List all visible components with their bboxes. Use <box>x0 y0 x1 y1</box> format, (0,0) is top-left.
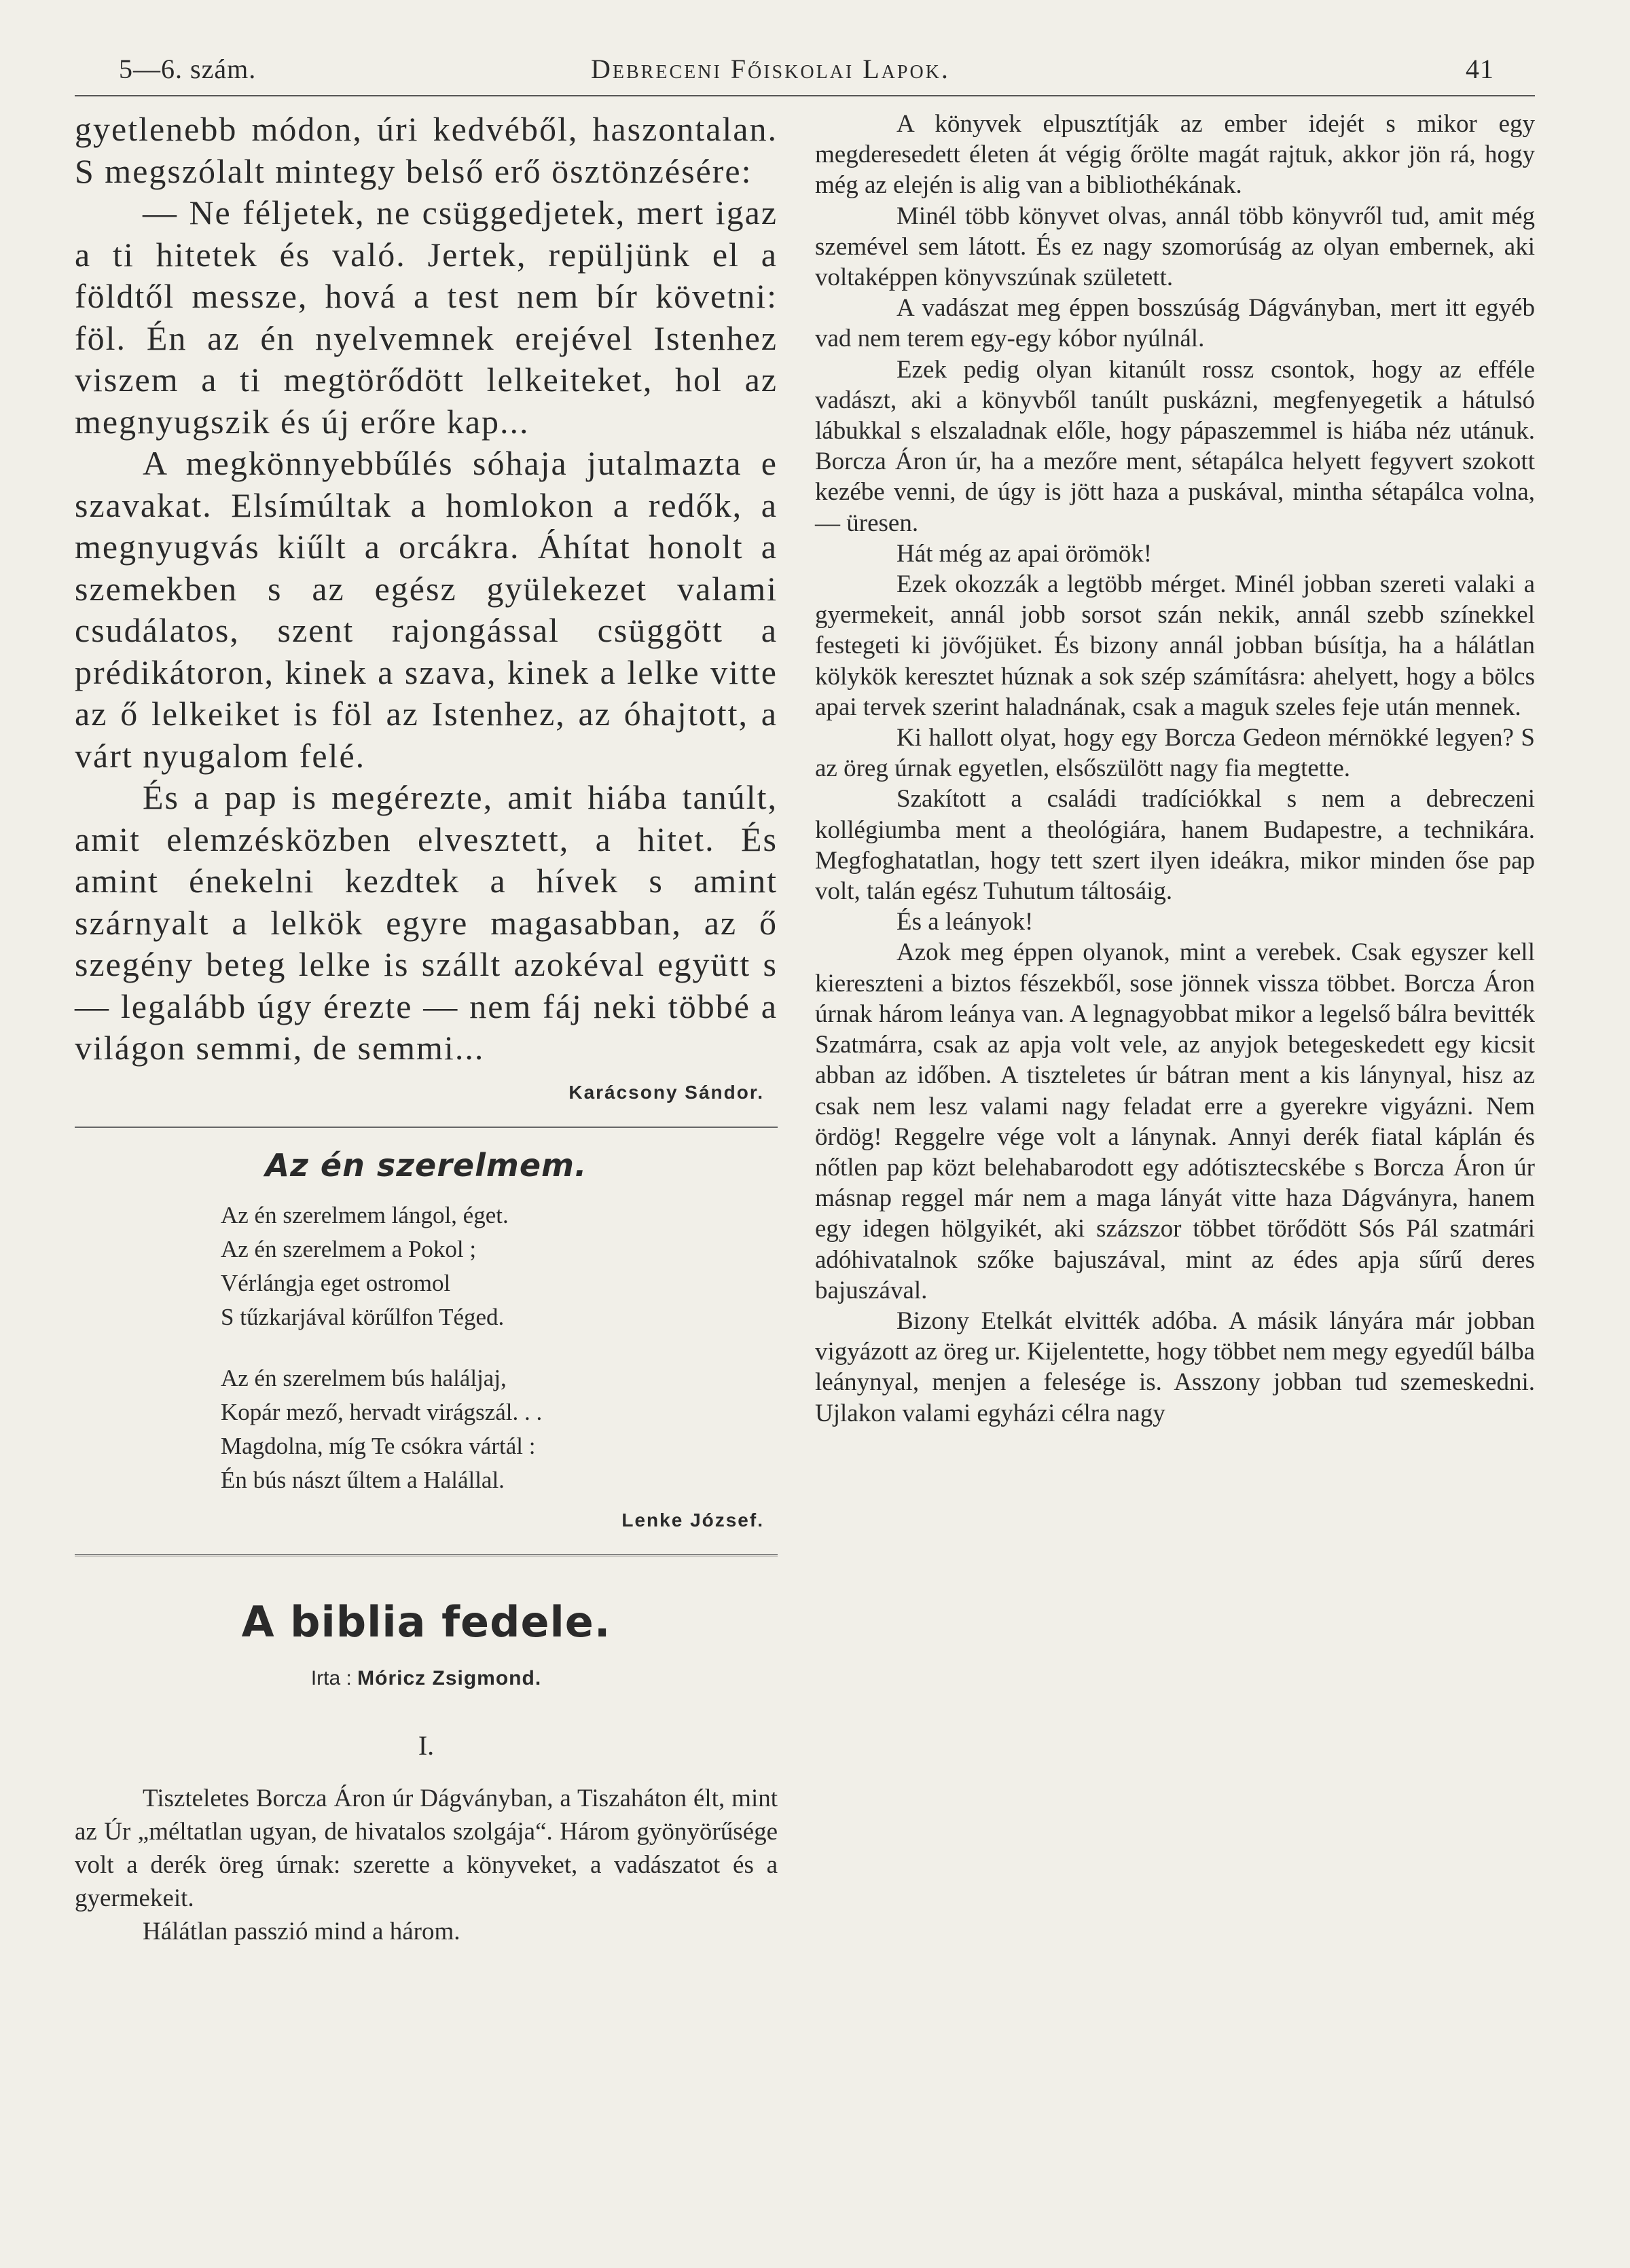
section-divider <box>75 1554 778 1556</box>
story-paragraph: Ezek okozzák a legtöbb mérget. Minél jobban szereti valaki a gyermekeit, annál jobb sorsot szán nekik, annál szebb színekkel festegeti ki jövőjüket. És bizony annál jobban búsítja, ha a hálátlan kölykök keresztet húznak a sok szép számításra: ahelyett, hogy a bölcs apai tervek szerint haladnának, csak a maguk szeles feje után mennek. <box>815 570 1535 721</box>
story-paragraph: Ki hallott olyat, hogy egy Borcza Gedeon mérnökké legyen? S az öreg úrnak egyetlen, elsőszülött nagy fia megtette. <box>815 724 1535 783</box>
poem-line: Magdolna, míg Te csókra vártál : <box>221 1432 536 1459</box>
story-paragraph: Szakított a családi tradíciókkal s nem a debreczeni kollégiumba ment a theológiára, hanem Budapestre, a technikára. Megfoghatatlan, hogy tett szert ilyen ideákra, mikor minden őse pap volt, talán egész Tuhutum táltosáig. <box>815 785 1535 906</box>
left-column <box>75 109 778 1948</box>
issue-number: 5—6. szám. <box>119 54 257 84</box>
poem-line: S tűzkarjával körűlfon Téged. <box>221 1303 505 1330</box>
sermon-paragraph: És a pap is megérezte, amit hiába tanúlt, amit elemzésközben elvesztett, a hitet. És amint énekelni kezdtek a hívek s amint szárnyalt a lelkök egyre magasabban, az ő szegény beteg lelke is szállt azokéval együtt s — legalább úgy érezte — nem fáj neki többé a világon semmi, de semmi... <box>75 778 778 1067</box>
poem-line: Vérlángja eget ostromol <box>221 1269 451 1296</box>
sermon-paragraph: gyetlenebb módon, úri kedvéből, haszontalan. S megszólalt mintegy belső erő ösztönzésére: <box>75 110 778 190</box>
byline-author: Móricz Zsigmond. <box>357 1666 542 1689</box>
poem-stanza <box>221 1199 778 1334</box>
story-paragraph: Minél több könyvet olvas, annál több könyvről tud, amit még szemével sem látott. És ez nagy szomorúság az olyan embernek, aki voltaképpen könyvszúnak született. <box>815 202 1535 292</box>
chapter-number: I. <box>418 1730 435 1761</box>
story-byline <box>75 1667 778 1690</box>
page-number: 41 <box>1466 54 1494 84</box>
story-paragraph: Hálátlan passzió mind a három. <box>143 1917 460 1945</box>
poem-line: Az én szerelmem lángol, éget. <box>221 1201 509 1228</box>
poem-line: Én bús nászt űltem a Halállal. <box>221 1466 505 1493</box>
poem-stanza <box>221 1361 778 1497</box>
page-header <box>75 48 1535 96</box>
poem-line: Az én szerelmem a Pokol ; <box>221 1235 477 1262</box>
poem-title: Az én szerelmem. <box>265 1146 587 1184</box>
story-paragraph: Hát még az apai örömök! <box>896 539 1153 568</box>
sermon-author: Karácsony Sándor. <box>568 1081 764 1103</box>
story-paragraph: A vadászat meg éppen bosszúság Dágványban, mert itt egyéb vad nem terem egy-egy kóbor nyúlnál. <box>815 294 1535 353</box>
byline-prefix: Irta : <box>310 1666 352 1689</box>
poem-line: Kopár mező, hervadt virágszál. . . <box>221 1398 543 1425</box>
sermon-paragraph: — Ne féljetek, ne csüggedjetek, mert igaz a ti hitetek és való. Jertek, repüljünk el a földtől messze, hová a test nem bír követni: föl. Én az én nyelvemnek erejével Istenhez viszem a ti megtörődött lelkeiteket, hol az megnyugszik és új erőre kap... <box>75 194 778 441</box>
story-paragraph: Azok meg éppen olyanok, mint a verebek. Csak egyszer kell kiereszteni a biztos fészekből, sose jönnek vissza többet. Borcza Áron úrnak három leánya van. A legnagyobbat mikor a legelső bálra bevitték Szatmárra, csak az apja volt vele, az anyjok betegeskedett egy kicsit abban az időben. A tiszteletes úr bátran ment a kis lánynyal, hisz az csak nem lesz valami nagy feladat erre a gyerekre vigyázni. Nem ördög! Reggelre vége volt a lánynak. Annyi derék fiatal káplán és nőtlen pap közt belehabarodott egy adótisztecskébe s Borcza Áron úr másnap reggel már nem a maga lányát vitte haza Dágványra, hanem egy idegen hölgyikét, aki százszor többet törődött Sós Pál szatmári adóhivatalnok szőke bajuszával, mint az édes apja sűrű deres bajuszával. <box>815 938 1535 1304</box>
journal-title: Debreceni Főiskolai Lapok. <box>591 54 950 84</box>
story-paragraph: És a leányok! <box>896 908 1034 936</box>
right-column <box>815 109 1535 1429</box>
sermon-paragraph: A megkönnyebbűlés sóhaja jutalmazta e szavakat. Elsímúltak a homlokon a redők, a megnyugvás kiűlt a orcákra. Áhítat honolt a szemekben s az egész gyülekezet valami csudálatos, szent rajongással csüggött a prédikátoron, kinek a szava, kinek a lelke vitte az ő lelkeiket is föl az Istenhez, az óhajtott, a várt nyugalom felé. <box>75 444 778 775</box>
story-title: A biblia fedele. <box>241 1596 611 1647</box>
section-divider <box>75 1127 778 1128</box>
story-paragraph: Ezek pedig olyan kitanúlt rossz csontok, hogy az efféle vadászt, aki a könyvből tanúlt puskázni, megfenyegetik a hátulsó lábukkal s elszaladnak előle, hogy pápaszemmel is hiába néz utánuk. Borcza Áron úr, ha a mezőre ment, sétapálca helyett fegyvert szokott kezébe venni, de úgy is jött haza a puskával, mintha sétapálca volna, — üresen. <box>815 355 1535 537</box>
poem-line: Az én szerelmem bús haláljaj, <box>221 1364 507 1391</box>
story-paragraph: Tiszteletes Borcza Áron úr Dágványban, a Tiszaháton élt, mint az Úr „méltatlan ugyan, de hivatalos szolgája“. Három gyönyörűsége volt a derék öreg úrnak: szerette a könyveket, a vadászatot és a gyermekeit. <box>75 1784 778 1912</box>
story-paragraph: Bizony Etelkát elvitték adóba. A másik lányára már jobban vigyázott az öreg ur. Kijelentette, hogy többet nem megy egyedűl bálba leánynyal, menjen a felesége is. Asszony jobban tud szemeskedni. Ujlakon valami egyházi célra nagy <box>815 1306 1535 1427</box>
story-paragraph: A könyvek elpusztítják az ember idejét s mikor egy megderesedett életen át végig őrölte magát rajtuk, akkor jön rá, hogy még az elején is alig van a bibliothékának. <box>815 110 1535 200</box>
poem-author: Lenke József. <box>621 1509 764 1531</box>
